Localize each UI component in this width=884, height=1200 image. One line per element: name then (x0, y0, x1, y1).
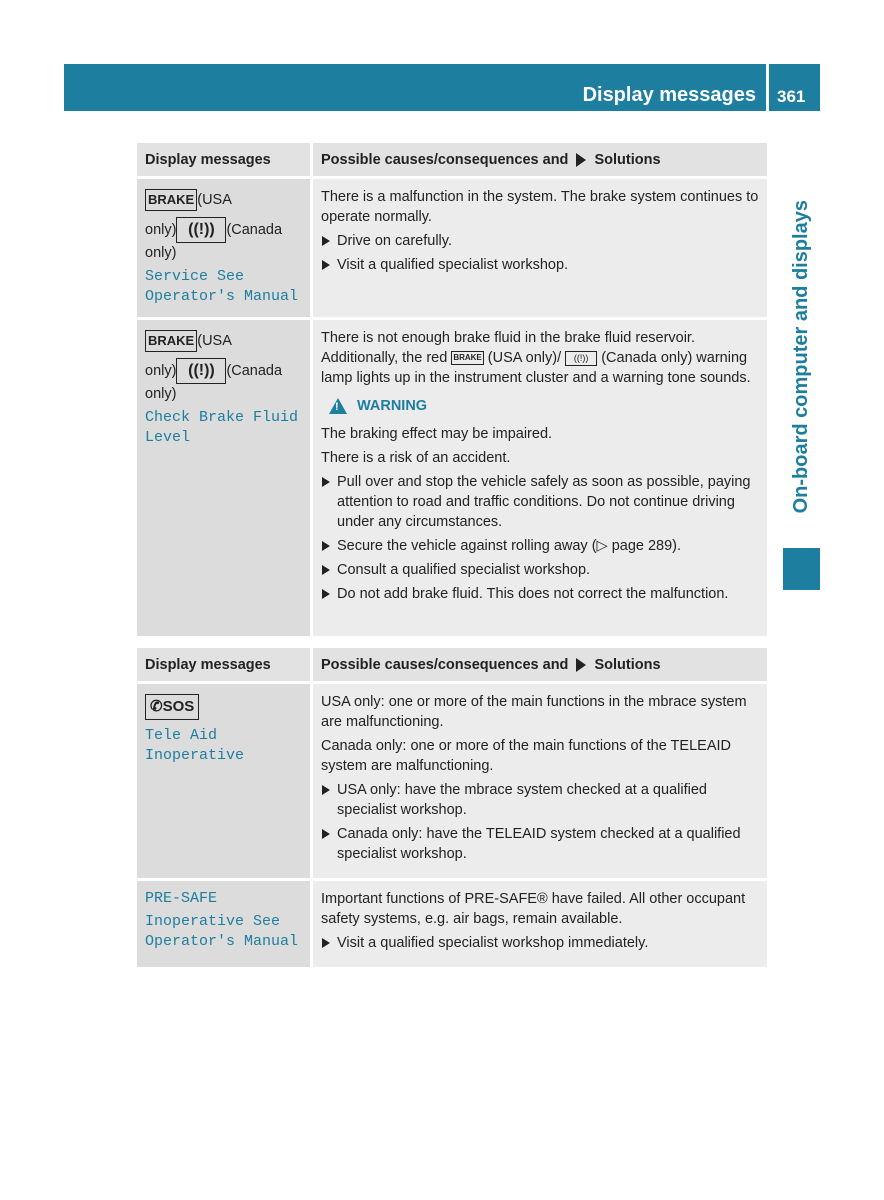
brake-icon: BRAKE (145, 189, 197, 211)
canada-only-label: only) (145, 386, 177, 402)
table-header-row (137, 143, 767, 178)
solution-step: Consult a qualified specialist workshop. (321, 560, 759, 580)
solution-cell (312, 683, 768, 880)
message-line: PRE-SAFE (145, 890, 218, 907)
col-header-causes (312, 143, 768, 178)
cause-text-part: There is not enough brake fluid in the brake fluid reservoir. Additionally, the red (321, 330, 695, 366)
warning-text: The braking effect may be impaired. (321, 426, 553, 442)
col-header-causes-text: Possible causes/consequences and (321, 152, 569, 168)
message-cell (137, 319, 312, 637)
sos-phone-icon: ✆SOS (145, 694, 199, 720)
usa-only-label: only) (145, 362, 177, 379)
message-line: Operator's Manual (145, 933, 299, 950)
solution-step: USA only: have the mbrace system checked at a qualified specialist workshop. (321, 780, 759, 820)
page-number-box (769, 64, 820, 111)
brake-warning-circle-icon: ((!)) (176, 217, 226, 243)
message-line: Level (145, 429, 191, 446)
solution-step: Do not add brake fluid. This does not correct the malfunction. (321, 584, 759, 604)
col-header-solutions-text: Solutions (594, 657, 661, 673)
usa-only-label: only) (145, 221, 177, 238)
header-bar (64, 64, 766, 111)
solution-step: Visit a qualified specialist workshop. (321, 255, 759, 275)
usa-label: (USA (197, 191, 232, 208)
brake-mini-icon: BRAKE (451, 351, 483, 365)
message-cell (137, 683, 312, 880)
table-row (137, 178, 767, 319)
page-title: Display messages (582, 84, 756, 106)
display-messages-table-1 (137, 143, 767, 636)
col-header-causes-text: Possible causes/consequences and (321, 657, 569, 673)
brake-warning-circle-icon: ((!)) (176, 358, 226, 384)
table-row (137, 683, 767, 880)
message-cell (137, 178, 312, 319)
message-line: Operator's Manual (145, 288, 299, 305)
cause-text: Canada only: one or more of the main functions of the TELEAID system are malfunctioning. (321, 738, 731, 774)
solution-step: Drive on carefully. (321, 231, 759, 251)
col-header-solutions-text: Solutions (594, 152, 661, 168)
col-header-causes (312, 648, 768, 683)
message-line: Inoperative (145, 747, 245, 764)
canada-only-label: only) (145, 245, 177, 261)
solution-cell (312, 319, 768, 637)
message-line: Check Brake Fluid (145, 409, 299, 426)
col-header-display-messages: Display messages (137, 648, 312, 683)
brake-icon: BRAKE (145, 330, 197, 352)
table-row (137, 880, 767, 968)
chapter-side-tab (783, 200, 820, 540)
cause-text: USA only: one or more of the main functions in the mbrace system are malfunctioning. (321, 694, 747, 730)
cause-text-part: (USA only)/ (487, 350, 562, 366)
cause-text: Important functions of PRE-SAFE® have failed. All other occupant safety systems, e.g. air bags, remain available. (321, 891, 746, 927)
col-header-display-messages: Display messages (137, 143, 312, 178)
message-line: Service See (145, 268, 245, 285)
display-messages-table-2 (137, 648, 767, 967)
warning-text: There is a risk of an accident. (321, 450, 511, 466)
warning-heading (329, 396, 759, 416)
arrow-icon (576, 658, 586, 672)
arrow-icon (576, 153, 586, 167)
warning-label: WARNING (357, 398, 428, 414)
message-line: Tele Aid (145, 727, 218, 744)
solution-step: Pull over and stop the vehicle safely as soon as possible, paying attention to road and traffic conditions. Do not continue driving under any circumstances. (321, 472, 759, 532)
chapter-title: On-board computer and displays (790, 200, 812, 514)
display-message-text (145, 267, 302, 307)
warning-triangle-icon: ! (329, 398, 347, 414)
cause-text (321, 328, 759, 388)
brake-warning-mini-icon: ((!)) (565, 351, 597, 366)
display-message-text (145, 726, 302, 766)
cause-text-part: (Canada only) warning lamp lights up in the instrument cluster and a warning tone sounds. (321, 350, 751, 386)
message-cell (137, 880, 312, 968)
solution-step: Visit a qualified specialist workshop immediately. (321, 933, 759, 953)
message-line: Inoperative See (145, 913, 281, 930)
display-message-text (145, 889, 302, 952)
chapter-marker (783, 548, 820, 590)
solution-step: Canada only: have the TELEAID system checked at a qualified specialist workshop. (321, 824, 759, 864)
table-header-row (137, 648, 767, 683)
sos-icon-label: SOS (162, 698, 195, 715)
page-number: 361 (777, 87, 806, 106)
table-row (137, 319, 767, 637)
solution-cell (312, 178, 768, 319)
usa-label: (USA (197, 332, 232, 349)
canada-label: (Canada (226, 362, 283, 379)
solution-cell (312, 880, 768, 968)
canada-label: (Canada (226, 221, 283, 238)
solution-step: Secure the vehicle against rolling away (▷ page 289). (321, 536, 759, 556)
display-message-text (145, 408, 302, 448)
cause-text: There is a malfunction in the system. The brake system continues to operate normally. (321, 189, 759, 225)
